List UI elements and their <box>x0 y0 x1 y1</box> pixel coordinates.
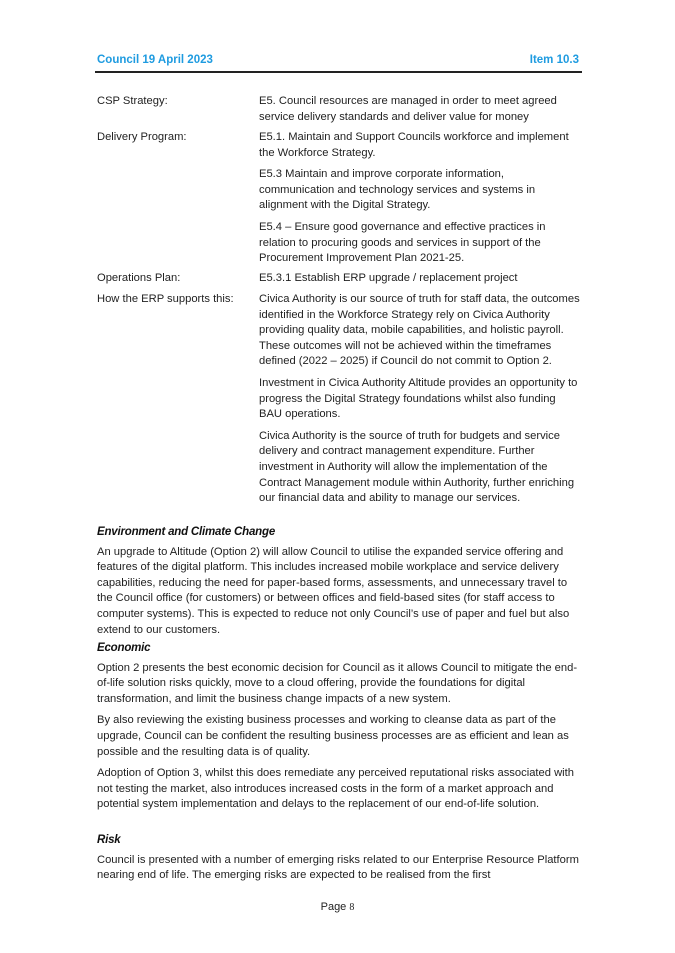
row-value <box>259 271 581 293</box>
section-risk <box>97 833 582 890</box>
row-label: CSP Strategy: <box>97 95 168 107</box>
row-value-paragraph: E5.3.1 Establish ERP upgrade / replacement project <box>259 272 518 284</box>
section-heading: Risk <box>97 834 121 846</box>
section-heading: Environment and Climate Change <box>97 526 276 538</box>
row-value <box>259 94 581 131</box>
row-value <box>259 130 581 273</box>
row-value-paragraph: E5.4 – Ensure good governance and effective practices in relation to procuring goods and services in support of the Procurement Improvement Plan 2021-25. <box>259 220 546 265</box>
row-label: How the ERP supports this: <box>97 293 234 305</box>
row-value-paragraph: E5.1. Maintain and Support Councils workforce and implement the Workforce Strategy. <box>259 131 569 159</box>
row-value-paragraph: Investment in Civica Authority Altitude provides an opportunity to progress the Digital Strategy foundations whilst also funding BAU operations. <box>259 376 578 421</box>
section-paragraph: By also reviewing the existing business processes and working to cleanse data as part of the upgrade, Council can be confident the resulting business processes are as efficient and lean as possible and the resulting data is of quality. <box>97 714 569 758</box>
section-environment <box>97 525 582 644</box>
page-header <box>95 54 581 72</box>
section-paragraph: An upgrade to Altitude (Option 2) will allow Council to utilise the expanded service offering and features of the digital platform. This includes increased mobile workplace and service delivery capabilities, reducing the need for paper-based forms, assessments, and unnecessary travel to the Council office (for customers) or between offices and field-based sites (for staff access to computer systems). This is expected to reduce not only Council’s use of paper and fuel but also extend to our customers. <box>97 545 570 636</box>
section-paragraph: Adoption of Option 3, whilst this does remediate any perceived reputational risks associated with not testing the market, also introduces increased costs in the form of a market approach and potential system implementation and delays to the replacement of our end-of-life solution. <box>97 767 574 811</box>
header-rule <box>95 71 582 73</box>
header-item-number: Item 10.3 <box>529 54 579 66</box>
row-value-paragraph: Civica Authority is our source of truth for staff data, the outcomes identified in the Workforce Strategy rely on Civica Authority providing quality data, mobile capabilities, and holistic payroll. These outcomes will not be achieved within the timeframes defined (2022 – 2025) if Council do not commit to Option 2. <box>259 293 580 368</box>
row-value <box>259 292 581 513</box>
row-label: Operations Plan: <box>97 272 181 284</box>
row-value-paragraph: E5. Council resources are managed in order to meet agreed service delivery standards and deliver value for money <box>259 95 557 123</box>
section-paragraph: Option 2 presents the best economic decision for Council as it allows Council to mitigate the end-of-life solution risks quickly, move to a cloud offering, provide the foundations for digital transformation, and limit the business change impacts of a new system. <box>97 661 578 705</box>
header-meeting-date: Council 19 April 2023 <box>97 54 213 66</box>
row-value-paragraph: E5.3 Maintain and improve corporate information, communication and technology services and systems in alignment with the Digital Strategy. <box>259 168 536 212</box>
page-footer <box>0 901 675 913</box>
section-economic <box>97 641 582 819</box>
page-label: Page <box>320 901 347 913</box>
row-label: Delivery Program: <box>97 131 187 143</box>
page-number: 8 <box>349 902 355 913</box>
section-heading: Economic <box>97 642 151 654</box>
section-paragraph: Council is presented with a number of emerging risks related to our Enterprise Resource Platform nearing end of life. The emerging risks are expected to be realised from the first <box>97 853 579 882</box>
row-value-paragraph: Civica Authority is the source of truth for budgets and service delivery and contract management expenditure. Further investment in Authority will allow the implementation of the Contract Management module within Authority, further enriching our financial data and ability to manage our services. <box>259 429 575 505</box>
